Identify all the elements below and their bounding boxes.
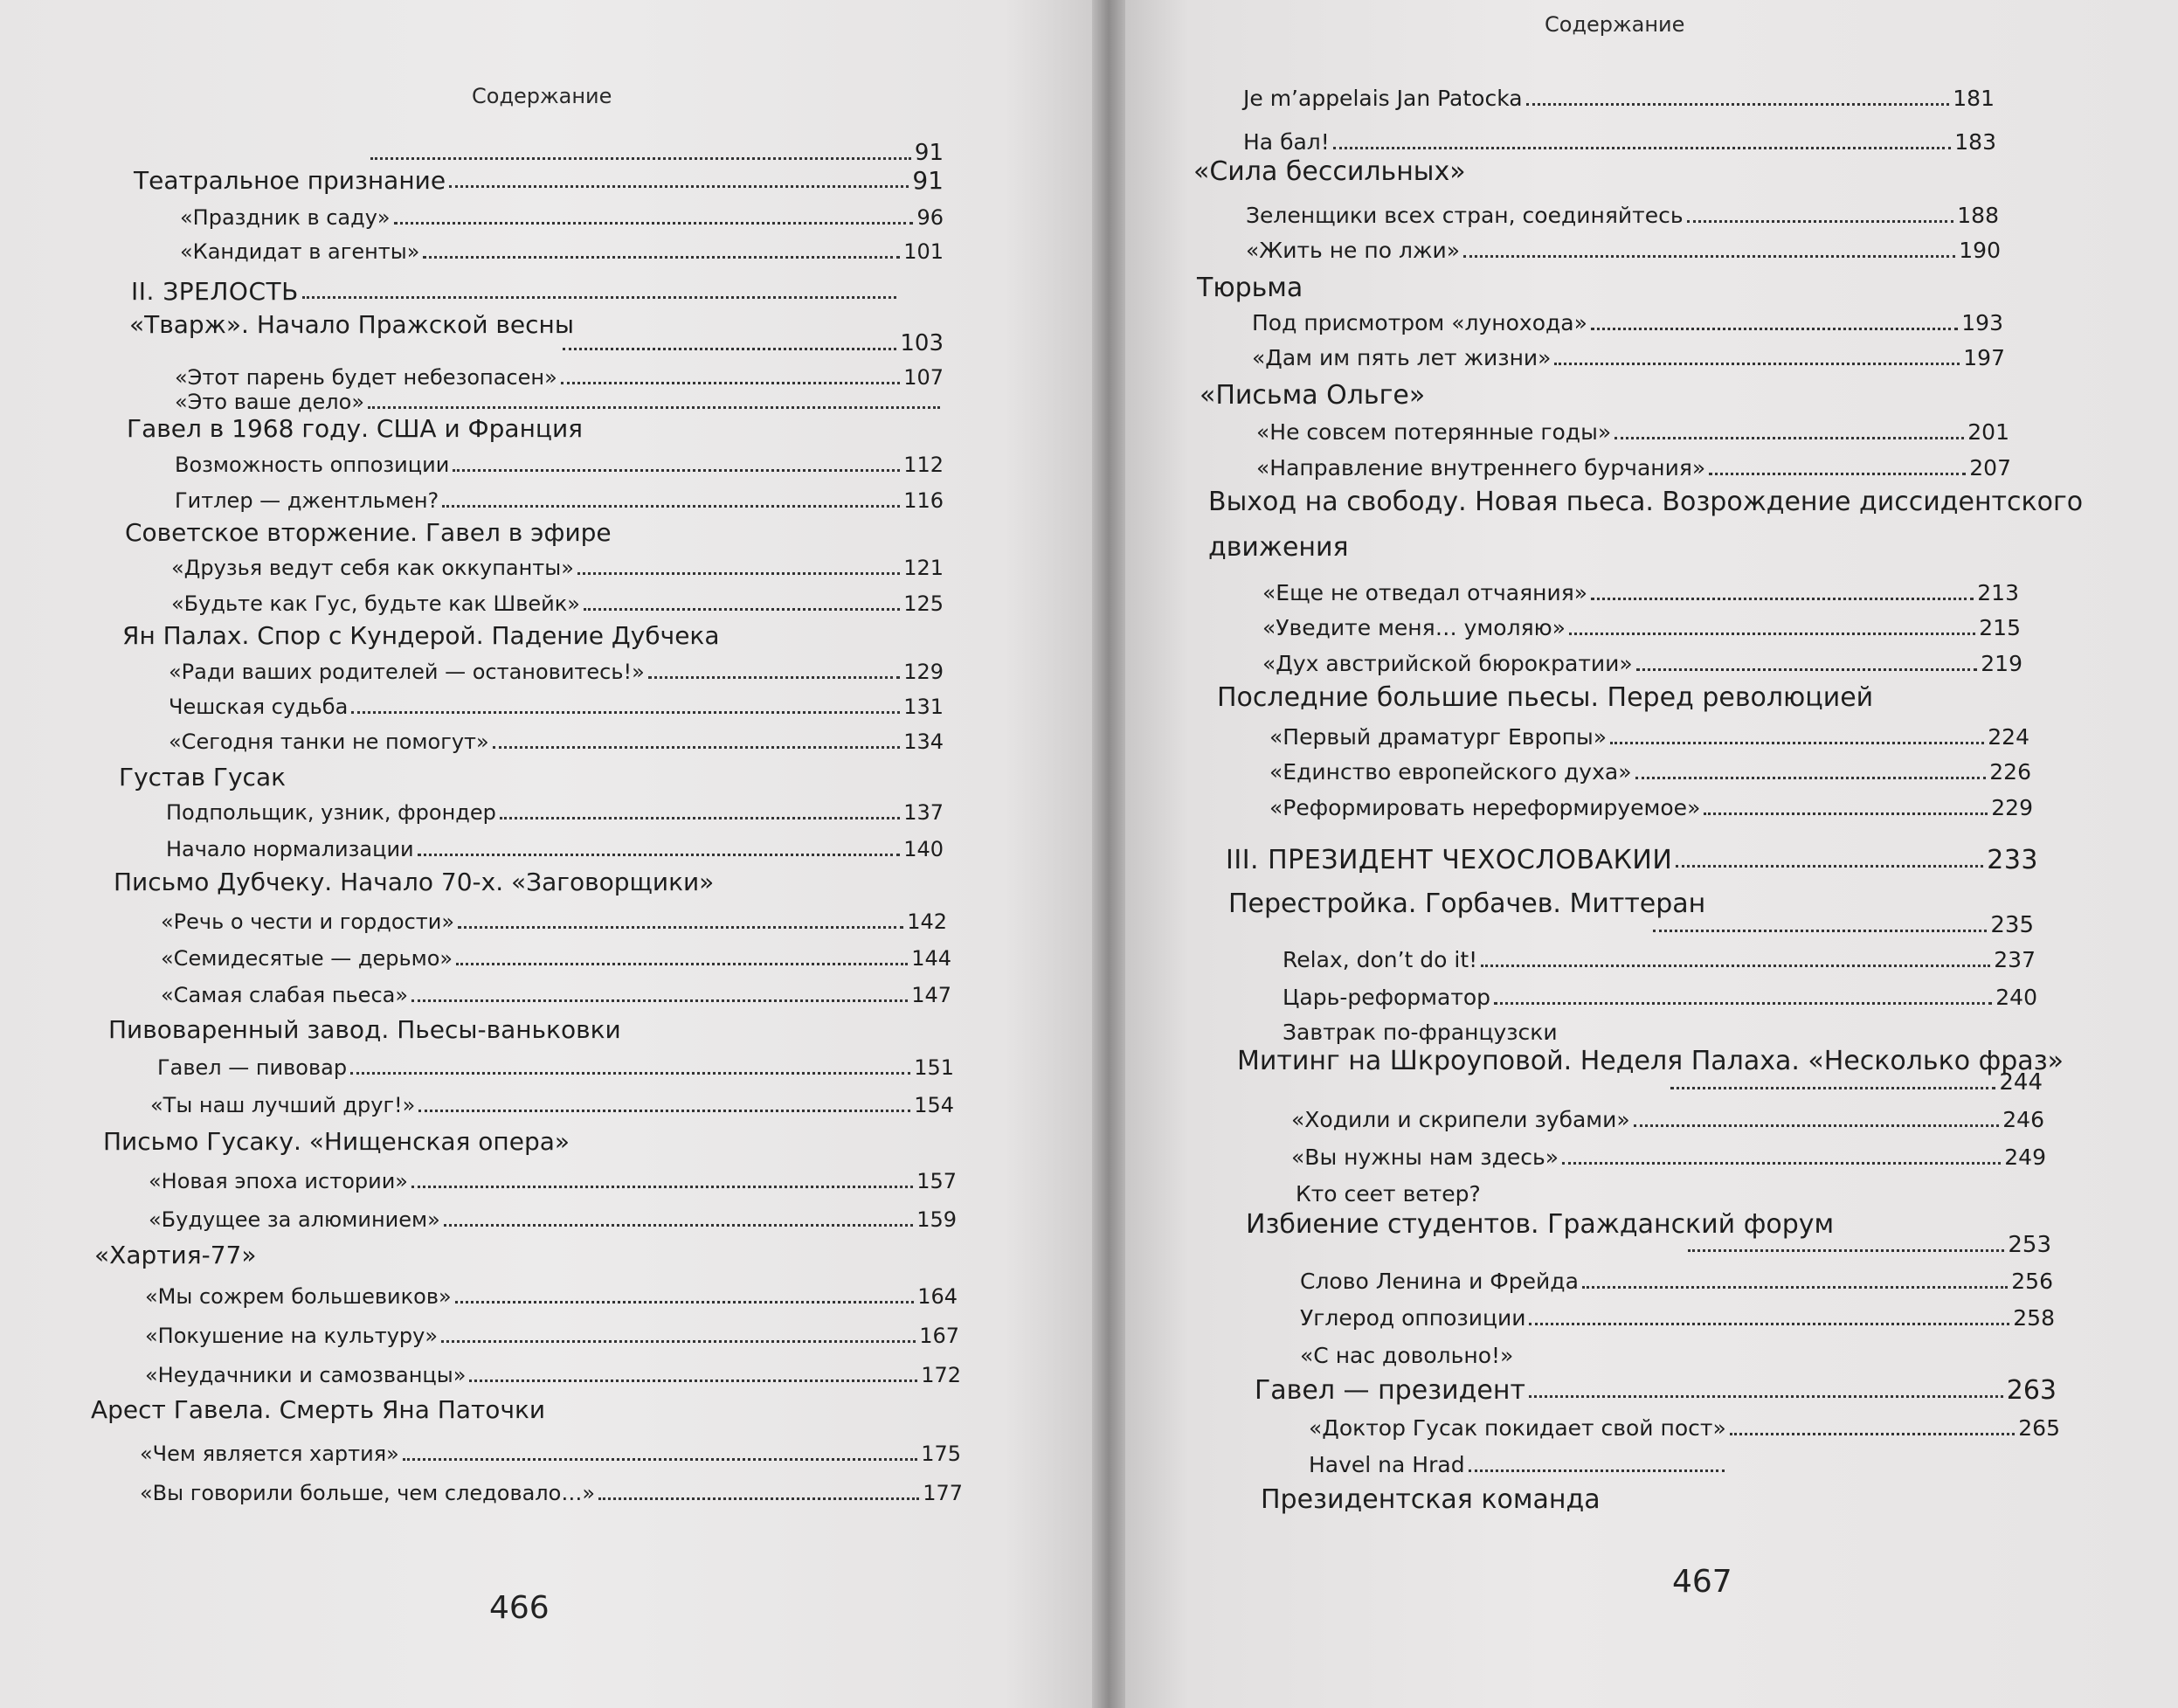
- toc-entry: «Это ваше дело»: [175, 387, 944, 417]
- toc-entry: «Первый драматург Европы» 224: [1269, 724, 2029, 750]
- toc-entry: Под присмотром «лунохода» 193: [1252, 310, 2003, 335]
- toc-entry: «С нас довольно!»: [1300, 1343, 1514, 1368]
- toc-entry: Советское вторжение. Гавел в эфире: [125, 518, 612, 547]
- toc-entry: Тюрьма: [1197, 273, 1303, 303]
- toc-entry: Relax, don’t do it! 237: [1283, 947, 2036, 972]
- running-head: Содержание: [1545, 12, 1685, 37]
- page-number: 467: [1672, 1564, 1732, 1600]
- toc-entry: движения: [1208, 532, 1349, 563]
- toc-entry: «Направление внутреннего бурчания» 207: [1256, 455, 2011, 481]
- toc-entry: «Будьте как Гус, будьте как Швейк» 125: [171, 591, 944, 616]
- toc-entry: 103: [559, 328, 944, 358]
- toc-entry: Чешская судьба 131: [169, 695, 944, 719]
- toc-entry: «Жить не по лжи» 190: [1246, 238, 2001, 263]
- toc-entry: «Неудачники и самозванцы» 172: [145, 1363, 961, 1387]
- toc-entry: Гавел в 1968 году. США и Франция: [127, 414, 583, 443]
- toc-entry: Письмо Гусаку. «Нищенская опера»: [103, 1127, 570, 1156]
- toc-entry: Начало нормализации 140: [166, 837, 944, 861]
- toc-entry: II. ЗРЕЛОСТЬ: [131, 277, 900, 307]
- toc-entry: 253: [1684, 1230, 2051, 1260]
- toc-entry: «Дух австрийской бюрократии» 219: [1262, 651, 2022, 676]
- toc-entry: 91: [367, 138, 944, 168]
- toc-entry: «Сегодня танки не помогут» 134: [169, 730, 944, 754]
- running-head: Содержание: [472, 84, 612, 108]
- toc-entry: Слово Ленина и Фрейда 256: [1300, 1269, 2053, 1294]
- toc-entry: 235: [1649, 910, 2034, 940]
- toc-entry: «Не совсем потерянные годы» 201: [1256, 419, 2009, 445]
- toc-entry: Письмо Дубчеку. Начало 70-х. «Заговорщики»: [114, 868, 715, 896]
- toc-entry: Возможность оппозиции 112: [175, 453, 944, 477]
- toc-entry: «Хартия-77»: [94, 1241, 257, 1269]
- toc-entry: «Самая слабая пьеса» 147: [161, 983, 951, 1007]
- page-number: 466: [489, 1590, 550, 1626]
- toc-entry: «Новая эпоха истории» 157: [149, 1169, 957, 1193]
- toc-entry: На бал! 183: [1243, 129, 1996, 155]
- toc-entry: «Покушение на культуру» 167: [145, 1324, 959, 1348]
- toc-entry: Последние большие пьесы. Перед революцией: [1217, 682, 1874, 713]
- toc-entry: «Будущее за алюминием» 159: [149, 1207, 957, 1232]
- toc-entry: «Чем является хартия» 175: [140, 1442, 961, 1466]
- toc-entry: 244: [1667, 1068, 2043, 1097]
- toc-entry: «Реформировать нереформируемое» 229: [1269, 795, 2033, 820]
- toc-entry: «Письма Ольге»: [1200, 380, 1426, 411]
- toc-entry: Гавел — президент 263: [1255, 1375, 2057, 1406]
- toc-entry: Je m’appelais Jan Patocka 181: [1243, 86, 1995, 111]
- toc-entry: Президентская команда: [1261, 1484, 1601, 1515]
- book-gutter: [1092, 0, 1125, 1708]
- toc-entry: «Этот парень будет небезопасен» 107: [175, 365, 944, 390]
- toc-entry: «Мы сожрем большевиков» 164: [145, 1284, 958, 1309]
- toc-entry: «Еще не отведал отчаяния» 213: [1262, 580, 2019, 605]
- toc-entry: Подпольщик, узник, фрондер 137: [166, 800, 944, 825]
- toc-entry: «Ты наш лучший друг!» 154: [150, 1093, 954, 1117]
- right-page: [1125, 0, 2178, 1708]
- toc-entry: Гитлер — джентльмен? 116: [175, 488, 944, 513]
- toc-entry: Густав Гусак: [119, 763, 287, 792]
- toc-entry: Театральное признание 91: [134, 166, 944, 195]
- toc-entry: Гавел — пивовар 151: [157, 1055, 954, 1080]
- toc-entry: «Единство европейского духа» 226: [1269, 759, 2031, 785]
- toc-entry: III. ПРЕЗИДЕНТ ЧЕХОСЛОВАКИИ 233: [1226, 845, 2038, 875]
- toc-entry: Выход на свободу. Новая пьеса. Возрождение диссидентского: [1208, 487, 2084, 517]
- toc-entry: Перестройка. Горбачев. Миттеран: [1228, 889, 1706, 919]
- toc-entry: «Речь о чести и гордости» 142: [161, 909, 947, 934]
- toc-entry: «Ради ваших родителей — остановитесь!» 129: [169, 660, 944, 684]
- toc-entry: «Тварж». Начало Пражской весны: [129, 310, 574, 339]
- toc-entry: «Праздник в саду» 96: [180, 205, 944, 230]
- toc-entry: «Вы нужны нам здесь» 249: [1291, 1144, 2046, 1170]
- toc-entry: «Вы говорили больше, чем следовало…» 177: [140, 1481, 963, 1505]
- toc-entry: Арест Гавела. Смерть Яна Паточки: [91, 1395, 546, 1424]
- toc-entry: Избиение студентов. Гражданский форум: [1246, 1209, 1835, 1240]
- toc-entry: Ян Палах. Спор с Кундерой. Падение Дубчека: [122, 621, 720, 650]
- toc-entry: «Уведите меня… умоляю» 215: [1262, 615, 2021, 640]
- toc-entry: Кто сеет ветер?: [1296, 1181, 1481, 1207]
- toc-entry: Зеленщики всех стран, соединяйтесь 188: [1246, 203, 1999, 228]
- toc-entry: Havel na Hrad: [1309, 1450, 1728, 1480]
- toc-entry: Царь-реформатор 240: [1283, 985, 2037, 1010]
- toc-entry: Завтрак по-французски: [1283, 1020, 1558, 1045]
- toc-entry: Пивоваренный завод. Пьесы-ваньковки: [108, 1015, 621, 1044]
- toc-entry: «Семидесятые — дерьмо» 144: [161, 946, 951, 971]
- toc-entry: Углерод оппозиции 258: [1300, 1305, 2055, 1331]
- toc-entry: «Друзья ведут себя как оккупанты» 121: [171, 556, 944, 580]
- toc-entry: «Дам им пять лет жизни» 197: [1252, 345, 2005, 370]
- toc-entry: «Кандидат в агенты» 101: [180, 239, 944, 264]
- toc-entry: «Доктор Гусак покидает свой пост» 265: [1309, 1415, 2060, 1441]
- toc-entry: «Ходили и скрипели зубами» 246: [1291, 1107, 2044, 1132]
- toc-entry: «Сила бессильных»: [1193, 156, 1466, 187]
- toc-entry: Митинг на Шкроуповой. Неделя Палаха. «Несколько фраз»: [1237, 1046, 2064, 1076]
